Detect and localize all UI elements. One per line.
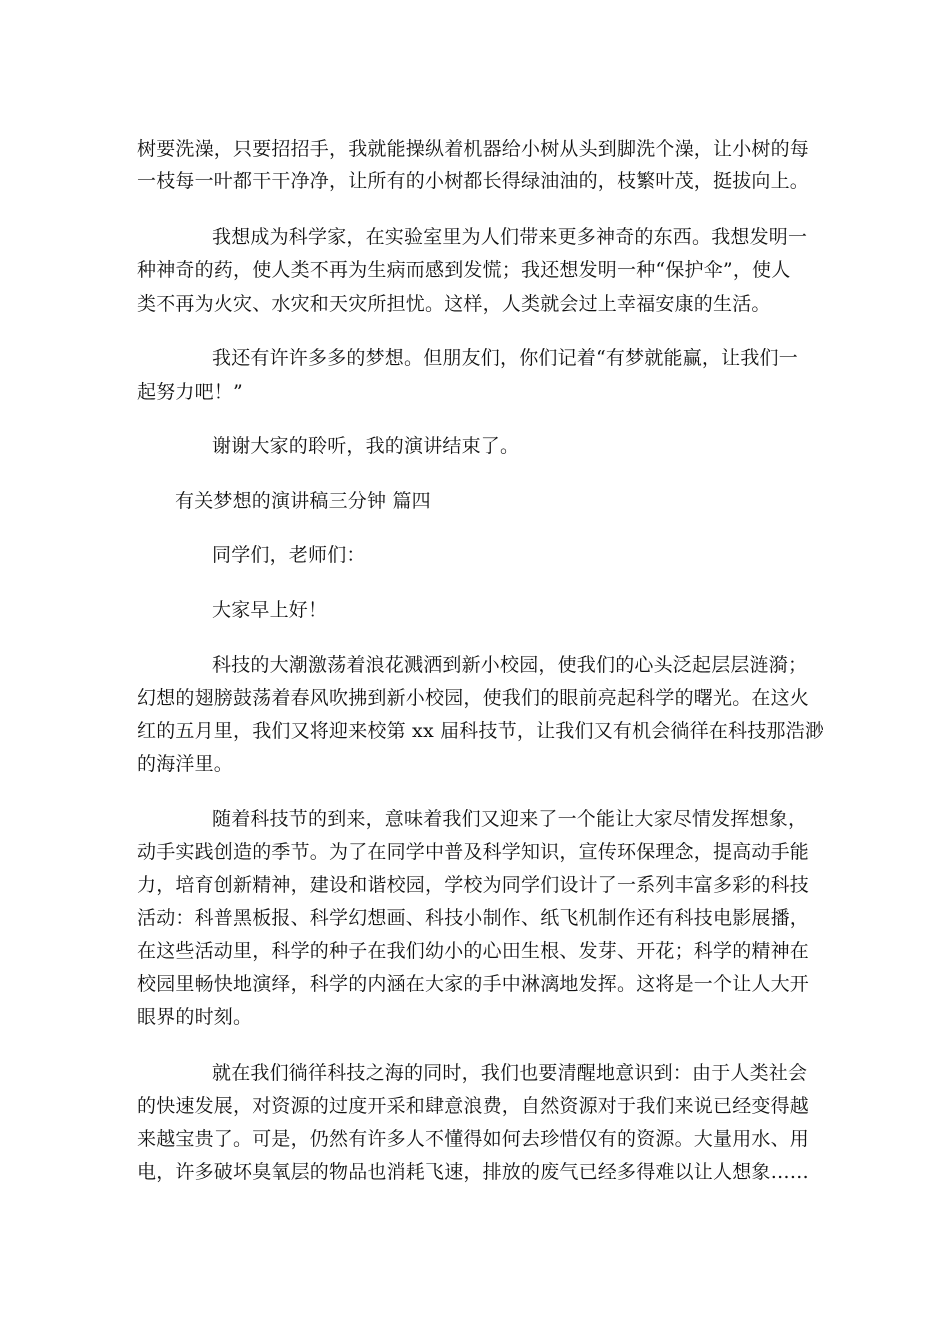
text-line: 种神奇的药，使人类不再为生病而感到发慌；我还想发明一种“保护伞”，使人 [137, 259, 791, 281]
text-line: 我想成为科学家，在实验室里为人们带来更多神奇的东西。我想发明一 [212, 226, 808, 248]
text-line: 树要洗澡，只要招招手，我就能操纵着机器给小树从头到脚洗个澡，让小树的每 [137, 138, 810, 160]
text-line: 一枝每一叶都干干净净，让所有的小树都长得绿油油的，枝繁叶茂，挺拔向上。 [137, 170, 810, 192]
text-line: 科技的大潮激荡着浪花溅洒到新小校园，使我们的心头泛起层层涟漪； [212, 654, 808, 676]
salutation: 同学们，老师们： [212, 544, 366, 566]
text-line: 来越宝贵了。可是，仍然有许多人不懂得如何去珍惜仅有的资源。大量用水、用 [137, 1128, 810, 1150]
text-line: 起努力吧！” [137, 381, 243, 403]
text-line: 谢谢大家的聆听，我的演讲结束了。 [212, 435, 520, 457]
text-line: 的快速发展，对资源的过度开采和肆意浪费，自然资源对于我们来说已经变得越 [137, 1095, 810, 1117]
text-line: 我还有许许多多的梦想。但朋友们，你们记着“有梦就能赢，让我们一 [212, 347, 798, 369]
text-line: 电，许多破坏臭氧层的物品也消耗飞速，排放的废气已经多得难以让人想象…… [137, 1161, 810, 1183]
text-line: 的海洋里。 [137, 753, 234, 775]
text-line: 校园里畅快地演绎，科学的内涵在大家的手中淋漓地发挥。这将是一个让人大开 [137, 973, 810, 995]
text-line: 红的五月里，我们又将迎来校第 xx 届科技节，让我们又有机会徜徉在科技那浩渺 [137, 720, 825, 742]
greeting: 大家早上好！ [212, 599, 328, 621]
text-line: 类不再为火灾、水灾和天灾所担忧。这样，人类就会过上幸福安康的生活。 [137, 293, 771, 315]
text-line: 随着科技节的到来，意味着我们又迎来了一个能让大家尽情发挥想象， [212, 808, 808, 830]
text-line: 力，培育创新精神，建设和谐校园，学校为同学们设计了一系列丰富多彩的科技 [137, 874, 810, 896]
text-line: 活动：科普黑板报、科学幻想画、科技小制作、纸飞机制作还有科技电影展播， [137, 907, 810, 929]
text-line: 幻想的翅膀鼓荡着春风吹拂到新小校园，使我们的眼前亮起科学的曙光。在这火 [137, 687, 810, 709]
text-line: 眼界的时刻。 [137, 1006, 253, 1028]
text-line: 动手实践创造的季节。为了在同学中普及科学知识，宣传环保理念，提高动手能 [137, 841, 810, 863]
text-line: 就在我们徜徉科技之海的同时，我们也要清醒地意识到：由于人类社会 [212, 1062, 808, 1084]
text-line: 在这些活动里，科学的种子在我们幼小的心田生根、发芽、开花；科学的精神在 [137, 940, 810, 962]
section-heading: 有关梦想的演讲稿三分钟 篇四 [175, 490, 431, 512]
